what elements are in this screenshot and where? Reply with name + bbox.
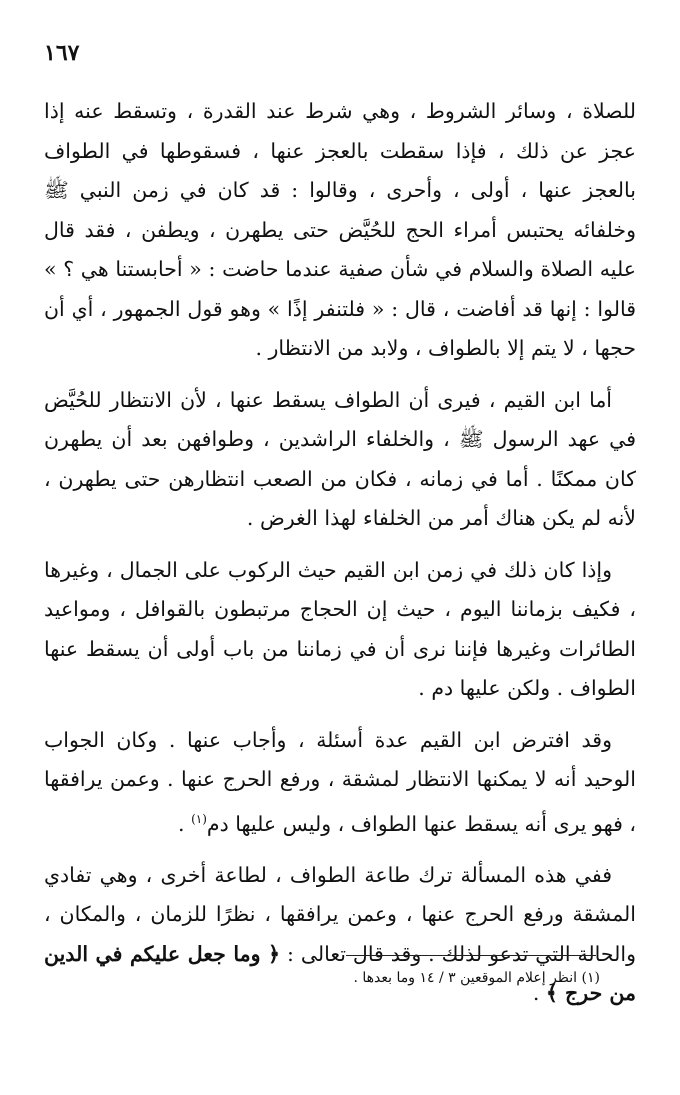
- footnote-divider: [346, 955, 596, 956]
- body-text: [44, 92, 636, 1026]
- paragraph-4-text: وقد افترض ابن القيم عدة أسئلة ، وأجاب عنها . وكان الجواب الوحيد أنه لا يمكنها الانتظار لمشقة ، ورفع الحرج عنها . وعمن يرافقها ، فهو يرى أنه يسقط عنها الطواف ، وليس عليها دم: [44, 727, 636, 836]
- paragraph-2: أما ابن القيم ، فيرى أن الطواف يسقط عنها ، لأن الانتظار للحُيَّض في عهد الرسول ﷺ ، والخلفاء الراشدين ، وطوافهن بعد أن يطهرن كان ممكنًا . أما في زمانه ، فكان من الصعب انتظارهن حتى يطهرن ، لأنه لم يكن هناك أمر من الخلفاء لهذا الغرض .: [44, 387, 636, 530]
- page-number: ١٦٧: [44, 40, 80, 66]
- paragraph-1: للصلاة ، وسائر الشروط ، وهي شرط عند القدرة ، وتسقط عنه إذا عجز عن ذلك ، فإذا سقطت بالعجز عنها ، فسقوطها في الطواف بالعجز عنها ، أولى ، وأحرى ، وقالوا : قد كان في زمن النبي ﷺ وخلفائه يحتبس أمراء الحج للحُيَّض حتى يطهرن ، ويطفن ، فقد قال عليه الصلاة والسلام في شأن صفية عندما حاضت : « أحابستنا هي ؟ » قالوا : إنها قد أفاضت ، قال : « فلتنفر إذًا » وهو قول الجمهور ، أي أن حجها ، لا يتم إلا بالطواف ، ولابد من الانتظار .: [44, 99, 636, 360]
- paragraph-5-end: .: [532, 981, 546, 1006]
- footnote: (١) انظر إعلام الموقعين ٣ / ١٤ وما بعدها .: [353, 970, 600, 986]
- paragraph-4: [44, 721, 636, 844]
- footnote-reference: (١): [191, 811, 207, 826]
- paragraph-5: [44, 856, 636, 1014]
- paragraph-4-end: .: [178, 811, 192, 836]
- paragraph-5-text: ففي هذه المسألة ترك طاعة الطواف ، لطاعة أخرى ، وهي تفادي المشقة ورفع الحرج عنها ، وعمن يرافقها ، نظرًا للزمان ، والمكان ، والحالة التي تدعو لذلك . وقد قال تعالى :: [44, 862, 636, 966]
- quran-verse: ﴿ وما جعل عليكم في الدين من حرج ﴾: [44, 941, 636, 1006]
- paragraph-3: وإذا كان ذلك في زمن ابن القيم حيث الركوب على الجمال ، وغيرها ، فكيف بزماننا اليوم ، حيث إن الحجاج مرتبطون بالقوافل ، ومواعيد الطائرات وغيرها فإننا نرى أن في زماننا من باب أولى أن يسقط عنها الطواف . ولكن عليها دم .: [44, 557, 636, 700]
